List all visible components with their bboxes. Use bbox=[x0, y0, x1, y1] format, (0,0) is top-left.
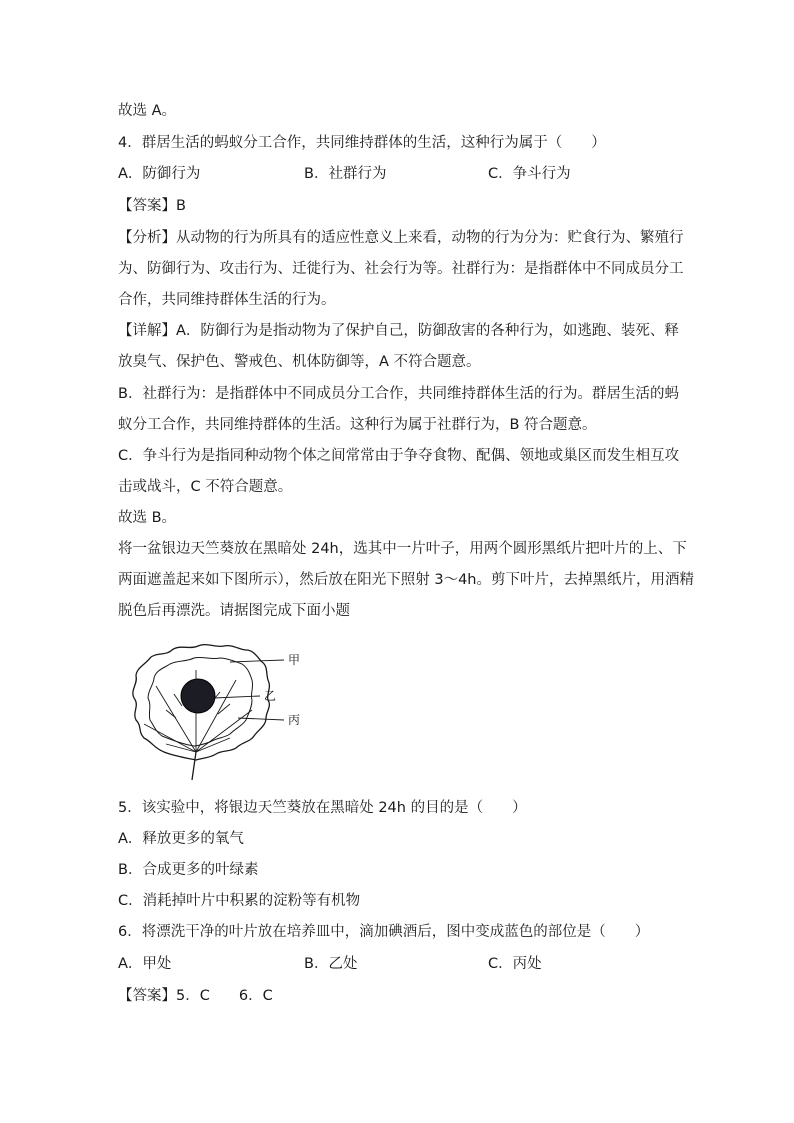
analysis-line: 【分析】从动物的行为所具有的适应性意义上来看，动物的行为分为：贮食行为、繁殖行 bbox=[118, 230, 684, 246]
detail-line: 击或战斗，C 不符合题意。 bbox=[118, 479, 293, 495]
q5-option-b: B．合成更多的叶绿素 bbox=[118, 862, 259, 878]
passage-line: 将一盆银边天竺葵放在黑暗处 24h，选其中一片叶子，用两个圆形黑纸片把叶片的上、下 bbox=[118, 541, 687, 557]
question-5: 5．该实验中，将银边天竺葵放在黑暗处 24h 的目的是（ ） bbox=[118, 800, 527, 816]
q6-option-c: C．丙处 bbox=[488, 956, 542, 972]
passage-line: 两面遮盖起来如下图所示），然后放在阳光下照射 3～4h。剪下叶片，去掉黑纸片，用酒精 bbox=[118, 572, 694, 588]
figure-label-yi: 乙 bbox=[264, 689, 277, 703]
answer-line: 【答案】5．C 6．C bbox=[118, 988, 273, 1004]
q6-option-b: B．乙处 bbox=[304, 956, 358, 972]
leaf-figure bbox=[126, 640, 316, 780]
q6-option-a: A．甲处 bbox=[118, 956, 172, 972]
leaf-diagram bbox=[126, 640, 316, 780]
detail-line: 放臭气、保护色、警戒色、机体防御等，A 不符合题意。 bbox=[118, 354, 481, 370]
q5-option-a: A．释放更多的氧气 bbox=[118, 831, 244, 847]
black-paper-disc bbox=[181, 679, 215, 713]
label-line-jia bbox=[230, 660, 284, 662]
figure-label-bing: 丙 bbox=[288, 713, 301, 727]
question-6: 6．将漂洗干净的叶片放在培养皿中，滴加碘酒后，图中变成蓝色的部位是（ ） bbox=[118, 924, 650, 940]
label-line-yi bbox=[214, 696, 260, 698]
q4-option-c: C．争斗行为 bbox=[488, 166, 571, 182]
question-4: 4．群居生活的蚂蚁分工合作，共同维持群体的生活，这种行为属于（ ） bbox=[118, 135, 606, 151]
detail-line: 【详解】A．防御行为是指动物为了保护自己，防御敌害的各种行为，如逃跑、装死、释 bbox=[118, 323, 679, 339]
analysis-line: 为、防御行为、攻击行为、迁徙行为、社会行为等。社群行为：是指群体中不同成员分工 bbox=[118, 261, 684, 277]
passage-line: 脱色后再漂洗。请据图完成下面小题 bbox=[118, 603, 350, 619]
text-line: 故选 A。 bbox=[118, 103, 177, 119]
figure-label-jia: 甲 bbox=[288, 653, 301, 667]
detail-line: 蚁分工合作，共同维持群体的生活。这种行为属于社群行为，B 符合题意。 bbox=[118, 417, 597, 433]
analysis-line: 合作，共同维持群体生活的行为。 bbox=[118, 292, 336, 308]
label-line-bing bbox=[238, 718, 284, 720]
text-line: 故选 B。 bbox=[118, 510, 177, 526]
q4-option-a: A．防御行为 bbox=[118, 166, 201, 182]
q4-option-b: B．社群行为 bbox=[304, 166, 387, 182]
q5-option-c: C．消耗掉叶片中积累的淀粉等有机物 bbox=[118, 893, 361, 909]
answer-line: 【答案】B bbox=[118, 198, 186, 214]
detail-line: C．争斗行为是指同种动物个体之间常常由于争夺食物、配偶、领地或巢区而发生相互攻 bbox=[118, 448, 680, 464]
detail-line: B．社群行为：是指群体中不同成员分工合作，共同维持群体生活的行为。群居生活的蚂 bbox=[118, 386, 679, 402]
leaf-stem bbox=[192, 752, 196, 780]
